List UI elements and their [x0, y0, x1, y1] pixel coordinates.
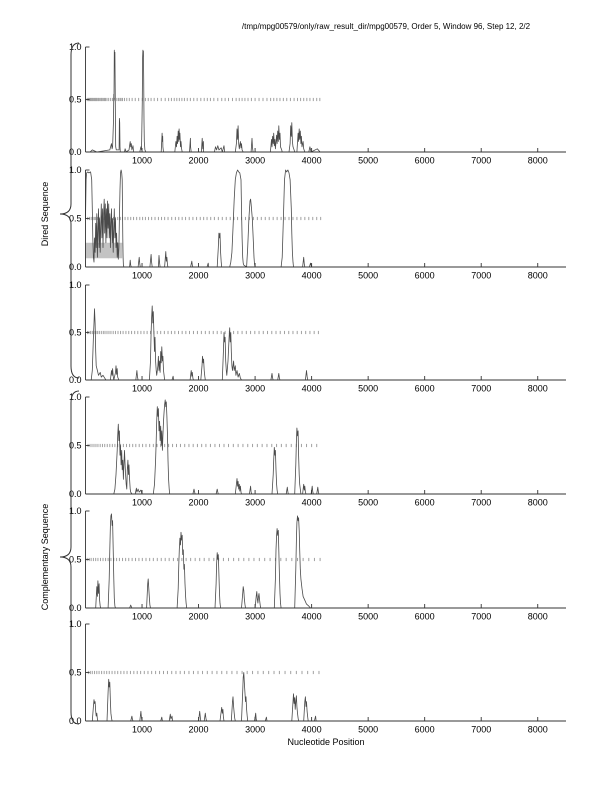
half-level-marks	[87, 98, 320, 101]
x-tick-label: 8000	[527, 270, 548, 281]
x-tick-label: 3000	[245, 724, 266, 735]
y-tick-label: 0.0	[68, 603, 82, 613]
y-tick-label: 0.5	[68, 440, 82, 451]
x-tick-label: 2000	[188, 383, 209, 394]
x-tick-label: 2000	[188, 155, 209, 166]
x-tick-label: 1000	[132, 611, 153, 622]
y-tick-label: 0.5	[68, 327, 82, 338]
half-level-marks	[87, 558, 320, 561]
half-level-marks	[87, 331, 318, 334]
x-tick-label: 5000	[358, 383, 379, 394]
x-tick-label: 3000	[245, 383, 266, 394]
x-tick-label: 6000	[414, 611, 435, 622]
half-level-marks	[88, 671, 319, 674]
x-tick-label: 7000	[471, 155, 492, 166]
x-tick-label: 5000	[358, 270, 379, 281]
x-tick-label: 8000	[527, 611, 548, 622]
group-label-complementary-sequence: Complementary Sequence	[40, 503, 50, 611]
axes	[69, 165, 566, 281]
score-curve	[86, 170, 567, 267]
x-tick-label: 3000	[245, 155, 266, 166]
x-tick-label: 4000	[301, 611, 322, 622]
complementary-sequence-panel-1	[69, 392, 566, 508]
y-tick-label: 1.0	[68, 165, 82, 175]
x-tick-label: 7000	[471, 497, 492, 508]
y-tick-label: 1.0	[68, 42, 82, 52]
x-tick-label: 1000	[132, 497, 153, 508]
x-tick-label: 8000	[527, 155, 548, 166]
x-tick-label: 1000	[132, 155, 153, 166]
x-tick-label: 7000	[471, 270, 492, 281]
x-tick-label: 6000	[414, 270, 435, 281]
x-tick-label: 7000	[471, 383, 492, 394]
dired-sequence-panel-1	[69, 42, 566, 166]
x-tick-label: 5000	[358, 611, 379, 622]
score-curve	[86, 306, 567, 380]
axes	[69, 619, 566, 735]
y-tick-label: 0.5	[68, 94, 82, 105]
x-tick-label: 4000	[301, 270, 322, 281]
x-tick-label: 6000	[414, 497, 435, 508]
x-tick-label: 1000	[132, 724, 153, 735]
score-curve	[86, 400, 567, 494]
x-tick-label: 2000	[188, 497, 209, 508]
y-tick-label: 0.0	[68, 375, 82, 385]
x-tick-label: 5000	[358, 724, 379, 735]
x-tick-label: 1000	[132, 270, 153, 281]
axes	[69, 506, 566, 622]
score-curve	[86, 50, 567, 152]
complementary-sequence-panel-3	[69, 619, 566, 735]
dired-sequence-panel-3	[69, 280, 566, 394]
x-tick-label: 4000	[301, 155, 322, 166]
y-tick-label: 0.5	[68, 667, 82, 678]
x-tick-label: 4000	[301, 724, 322, 735]
x-tick-label: 8000	[527, 724, 548, 735]
x-tick-label: 5000	[358, 155, 379, 166]
x-tick-label: 7000	[471, 724, 492, 735]
x-tick-label: 8000	[527, 383, 548, 394]
y-tick-label: 0.0	[68, 262, 82, 272]
x-tick-label: 7000	[471, 611, 492, 622]
y-tick-label: 1.0	[68, 619, 82, 629]
x-tick-label: 5000	[358, 497, 379, 508]
y-tick-label: 0.0	[68, 489, 82, 499]
x-tick-label: 6000	[414, 383, 435, 394]
dired-sequence-panel-2	[69, 165, 566, 281]
axes	[69, 280, 566, 394]
y-tick-label: 0.5	[68, 213, 82, 224]
figure-title: /tmp/mpg00579/only/raw_result_dir/mpg00579, Order 5, Window 96, Step 12, 2/2	[241, 22, 531, 31]
x-tick-label: 6000	[414, 724, 435, 735]
x-axis-label: Nucleotide Position	[287, 737, 365, 747]
x-tick-label: 3000	[245, 611, 266, 622]
x-tick-label: 3000	[245, 497, 266, 508]
x-tick-label: 3000	[245, 270, 266, 281]
y-tick-label: 0.0	[68, 147, 82, 157]
x-tick-label: 8000	[527, 497, 548, 508]
score-curve	[86, 673, 567, 722]
y-tick-label: 0.5	[68, 554, 82, 565]
complementary-sequence-panel-2	[69, 506, 566, 622]
half-level-marks	[88, 444, 317, 447]
y-tick-label: 0.0	[68, 716, 82, 726]
x-tick-label: 4000	[301, 497, 322, 508]
x-tick-label: 4000	[301, 383, 322, 394]
y-tick-label: 1.0	[68, 506, 82, 516]
x-tick-label: 2000	[188, 611, 209, 622]
x-tick-label: 1000	[132, 383, 153, 394]
x-tick-label: 2000	[188, 270, 209, 281]
group-label-dired-sequence: Dired Sequence	[40, 181, 50, 247]
y-tick-label: 1.0	[68, 392, 82, 402]
x-tick-label: 2000	[188, 724, 209, 735]
y-tick-label: 1.0	[68, 280, 82, 290]
x-tick-label: 6000	[414, 155, 435, 166]
